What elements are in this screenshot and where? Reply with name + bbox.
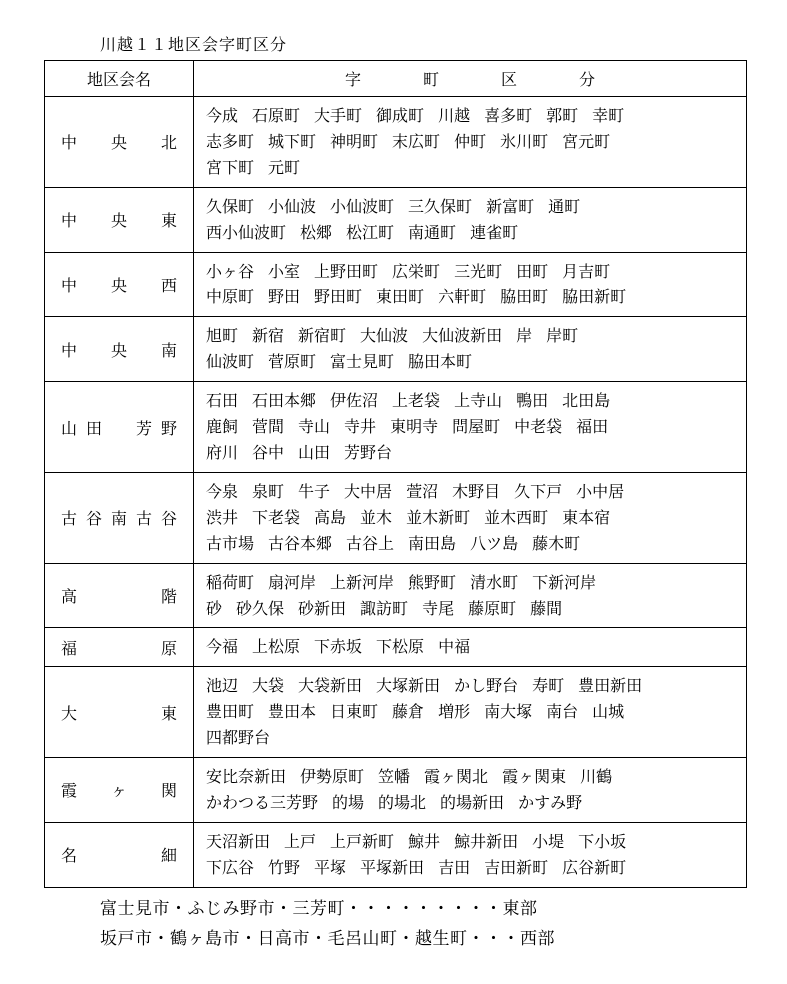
area-name: 渋井	[206, 507, 239, 527]
area-name: 木野目	[452, 481, 501, 501]
table-header-row	[45, 61, 747, 97]
area-list-cell	[194, 317, 747, 382]
district-name-cell	[45, 758, 194, 823]
area-name: 下松原	[376, 637, 425, 657]
area-name: 新宿	[252, 326, 285, 346]
area-name: 福田	[576, 417, 609, 437]
area-name: 志多町	[206, 131, 255, 151]
district-name-cell	[45, 252, 194, 317]
table-row	[45, 187, 747, 252]
area-name: 今泉	[206, 481, 239, 501]
area-name: 豊田本	[268, 702, 317, 722]
area-name: 寿町	[532, 676, 565, 696]
district-name-label: 霞ヶ関	[61, 781, 177, 801]
area-name: 大仙波	[360, 326, 409, 346]
area-name: 脇田町	[500, 287, 549, 307]
area-name: 南通町	[408, 222, 457, 242]
area-name: 新宿町	[298, 326, 347, 346]
area-name: 広栄町	[392, 261, 441, 281]
district-name-cell	[45, 472, 194, 563]
table-header	[45, 61, 747, 97]
area-name: 中原町	[206, 287, 255, 307]
area-name: 久保町	[206, 196, 255, 216]
area-name: 伊佐沼	[330, 391, 379, 411]
area-name: 大袋新田	[298, 676, 363, 696]
area-name: 萱沼	[406, 481, 439, 501]
area-name: 今成	[206, 106, 239, 125]
area-name: 砂	[206, 598, 223, 618]
area-name: 扇河岸	[268, 572, 317, 592]
area-name: 松江町	[346, 222, 395, 242]
area-list-cell	[194, 472, 747, 563]
area-list-line	[206, 414, 746, 440]
area-name: 連雀町	[470, 222, 519, 242]
area-name: 菅間	[252, 417, 285, 437]
district-name-cell	[45, 822, 194, 887]
area-name: 下赤坂	[314, 637, 363, 657]
footer-line: 坂戸市・鶴ヶ島市・日高市・毛呂山町・越生町・・・西部	[100, 928, 555, 949]
area-list-line	[206, 388, 746, 414]
footer-notes	[100, 895, 555, 955]
area-list-cell	[194, 382, 747, 473]
area-list-line	[206, 829, 746, 855]
area-name: 平塚新田	[360, 857, 425, 877]
area-name: 東本宿	[562, 507, 611, 527]
district-name-cell	[45, 382, 194, 473]
area-name: 氷川町	[500, 131, 549, 151]
area-name: 熊野町	[408, 572, 457, 592]
area-name: かわつる三芳野	[206, 792, 319, 812]
area-name: 田町	[516, 261, 549, 281]
district-name-label: 中央南	[61, 340, 177, 360]
area-name: 宮元町	[562, 131, 611, 151]
area-list-line	[206, 634, 746, 660]
district-name-cell	[45, 97, 194, 188]
area-name: 月吉町	[562, 261, 611, 281]
area-list-line	[206, 673, 746, 699]
area-name: 南台	[546, 702, 579, 722]
table-row	[45, 628, 747, 667]
area-name: 富士見町	[330, 352, 395, 372]
area-name: 豊田新田	[578, 676, 643, 696]
area-name: 八ツ島	[470, 533, 519, 553]
area-name: 中老袋	[514, 417, 563, 437]
area-name: 問屋町	[452, 417, 501, 437]
area-name: 御成町	[376, 106, 425, 125]
area-name: 的場新田	[440, 792, 505, 812]
area-name: 的場北	[378, 792, 427, 812]
area-list-line	[206, 349, 746, 375]
area-name: 吉田新町	[484, 857, 549, 877]
area-name: 郭町	[546, 106, 579, 125]
table-body	[45, 97, 747, 888]
area-name: 小仙波	[268, 196, 317, 216]
area-list-cell	[194, 822, 747, 887]
area-list-line	[206, 855, 746, 881]
area-name: 新富町	[486, 196, 535, 216]
district-name-cell	[45, 628, 194, 667]
area-name: 上野田町	[314, 261, 379, 281]
area-name: 山田	[298, 442, 331, 462]
area-name: 石田本郷	[252, 391, 317, 411]
area-name: 藤木町	[532, 533, 581, 553]
area-name: 小室	[268, 261, 301, 281]
area-name: 寺山	[298, 417, 331, 437]
area-name: 北田島	[562, 391, 611, 411]
area-name: 古市場	[206, 533, 255, 553]
area-list-cell	[194, 758, 747, 823]
area-list-line	[206, 323, 746, 349]
area-name: 古谷本郷	[268, 533, 333, 553]
table-row	[45, 97, 747, 188]
area-name: 大仙波新田	[422, 326, 503, 346]
area-name: 清水町	[470, 572, 519, 592]
district-name-label: 名細	[61, 846, 177, 866]
area-name: 下老袋	[252, 507, 301, 527]
area-list-line	[206, 790, 746, 816]
district-name-label: 中央西	[61, 275, 177, 295]
area-list-line	[206, 259, 746, 285]
area-name: 高島	[314, 507, 347, 527]
table-row	[45, 252, 747, 317]
area-name: 南大塚	[484, 702, 533, 722]
area-name: 石田	[206, 391, 239, 411]
area-name: 藤間	[530, 598, 563, 618]
area-name: 東明寺	[390, 417, 439, 437]
district-name-label: 中央東	[61, 211, 177, 231]
area-name: 仲町	[454, 131, 487, 151]
area-list-line	[206, 505, 746, 531]
area-name: 脇田本町	[408, 352, 473, 372]
district-name-cell	[45, 317, 194, 382]
area-name: 仙波町	[206, 352, 255, 372]
area-list-line	[206, 440, 746, 466]
area-name: 川越	[438, 106, 471, 125]
area-list-line	[206, 570, 746, 596]
area-name: 谷中	[252, 442, 285, 462]
area-name: 大手町	[314, 106, 363, 125]
table-row	[45, 822, 747, 887]
area-name: 山城	[592, 702, 625, 722]
area-name: 六軒町	[438, 287, 487, 307]
area-name: 鯨井	[408, 831, 441, 851]
area-name: 大中居	[344, 481, 393, 501]
area-list-line	[206, 129, 746, 155]
area-list-cell	[194, 252, 747, 317]
column-header-district-name: 地区会名	[45, 61, 194, 97]
area-list-line	[206, 699, 746, 725]
area-name: 天沼新田	[206, 831, 271, 851]
area-name: 伊勢原町	[300, 767, 365, 787]
area-name: 日東町	[330, 702, 379, 722]
area-name: 石原町	[252, 106, 301, 125]
area-name: 寺井	[344, 417, 377, 437]
table-row	[45, 317, 747, 382]
area-name: 岸町	[546, 326, 579, 346]
area-name: 的場	[332, 792, 365, 812]
area-name: 西小仙波町	[206, 222, 287, 242]
area-name: 宮下町	[206, 157, 255, 177]
area-name: 古谷上	[346, 533, 395, 553]
page-title: 川越１１地区会字町区分	[100, 35, 288, 54]
area-name: 並木新町	[406, 507, 471, 527]
area-name: 野田	[268, 287, 301, 307]
area-name: 城下町	[268, 131, 317, 151]
area-name: 霞ヶ関北	[424, 767, 489, 787]
area-name: 平塚	[314, 857, 347, 877]
area-name: 大袋	[252, 676, 285, 696]
area-name: 上新河岸	[330, 572, 395, 592]
area-name: 上戸新町	[330, 831, 395, 851]
area-name: 久下戸	[514, 481, 563, 501]
area-name: 増形	[438, 702, 471, 722]
area-name: 三久保町	[408, 196, 473, 216]
area-name: 喜多町	[484, 106, 533, 125]
area-list-line	[206, 725, 746, 751]
table-row	[45, 667, 747, 758]
area-name: 幸町	[592, 106, 625, 125]
area-name: 今福	[206, 637, 239, 657]
area-name: 安比奈新田	[206, 767, 287, 787]
area-name: 大塚新田	[376, 676, 441, 696]
table-row	[45, 382, 747, 473]
area-name: 末広町	[392, 131, 441, 151]
footer-line: 富士見市・ふじみ野市・三芳町・・・・・・・・・東部	[100, 899, 538, 919]
area-name: 松郷	[300, 222, 333, 242]
table-row	[45, 563, 747, 628]
district-name-cell	[45, 563, 194, 628]
area-name: 笠幡	[378, 767, 411, 787]
area-name: 南田島	[408, 533, 457, 553]
area-name: 竹野	[268, 857, 301, 877]
area-list-cell	[194, 628, 747, 667]
area-list-cell	[194, 187, 747, 252]
district-name-label: 福原	[61, 638, 177, 658]
area-name: 霞ヶ関東	[502, 767, 567, 787]
area-name: 藤倉	[392, 702, 425, 722]
district-table	[44, 60, 747, 888]
area-name: 小仙波町	[330, 196, 395, 216]
district-name-cell	[45, 187, 194, 252]
area-name: 並木西町	[484, 507, 549, 527]
area-name: 上松原	[252, 637, 301, 657]
area-name: 鹿飼	[206, 417, 239, 437]
area-name: 上戸	[284, 831, 317, 851]
area-list-line	[206, 220, 746, 246]
area-list-line	[206, 596, 746, 622]
area-name: 東田町	[376, 287, 425, 307]
area-name: 寺尾	[422, 598, 455, 618]
area-name: 諏訪町	[360, 598, 409, 618]
column-header-areas: 字 町 区 分	[194, 61, 747, 97]
area-list-line	[206, 531, 746, 557]
area-name: かし野台	[454, 676, 519, 696]
area-name: 菅原町	[268, 352, 317, 372]
area-name: 三光町	[454, 261, 503, 281]
area-name: 藤原町	[468, 598, 517, 618]
area-name: 砂新田	[298, 598, 347, 618]
area-list-line	[206, 764, 746, 790]
area-name: 野田町	[314, 287, 363, 307]
area-name: 下小坂	[578, 831, 627, 851]
table-row	[45, 758, 747, 823]
area-name: 豊田町	[206, 702, 255, 722]
area-name: 下新河岸	[532, 572, 597, 592]
area-list-line	[206, 194, 746, 220]
area-name: 元町	[268, 157, 301, 177]
table-row	[45, 472, 747, 563]
area-name: 府川	[206, 442, 239, 462]
district-name-cell	[45, 667, 194, 758]
area-name: かすみ野	[518, 792, 583, 812]
area-name: 芳野台	[344, 442, 393, 462]
area-name: 砂久保	[236, 598, 285, 618]
area-name: 泉町	[252, 481, 285, 501]
area-name: 鯨井新田	[454, 831, 519, 851]
area-list-cell	[194, 667, 747, 758]
area-name: 岸	[516, 326, 533, 346]
area-name: 並木	[360, 507, 393, 527]
district-name-label: 中央北	[61, 133, 177, 153]
area-list-cell	[194, 563, 747, 628]
area-name: 吉田	[438, 857, 471, 877]
area-list-line	[206, 155, 746, 181]
area-name: 脇田新町	[562, 287, 627, 307]
area-name: 四都野台	[206, 728, 271, 748]
area-name: 牛子	[298, 481, 331, 501]
area-name: 中福	[438, 637, 471, 657]
area-name: 稲荷町	[206, 572, 255, 592]
district-name-label: 大東	[61, 703, 177, 723]
area-name: 旭町	[206, 326, 239, 346]
area-list-line	[206, 103, 746, 129]
area-list-line	[206, 284, 746, 310]
area-name: 川鶴	[580, 767, 613, 787]
area-name: 小堤	[532, 831, 565, 851]
area-name: 池辺	[206, 676, 239, 696]
district-name-label: 古谷南古谷	[61, 509, 177, 529]
area-name: 上老袋	[392, 391, 441, 411]
area-name: 鴨田	[516, 391, 549, 411]
area-name: 小ヶ谷	[206, 261, 255, 281]
district-name-label: 山田 芳野	[61, 418, 177, 438]
area-name: 下広谷	[206, 857, 255, 877]
area-name: 通町	[548, 196, 581, 216]
district-name-label: 高階	[61, 587, 177, 606]
area-name: 上寺山	[454, 391, 503, 411]
area-name: 神明町	[330, 131, 379, 151]
area-list-line	[206, 479, 746, 505]
area-name: 小中居	[576, 481, 625, 501]
area-list-cell	[194, 97, 747, 188]
area-name: 広谷新町	[562, 857, 627, 877]
